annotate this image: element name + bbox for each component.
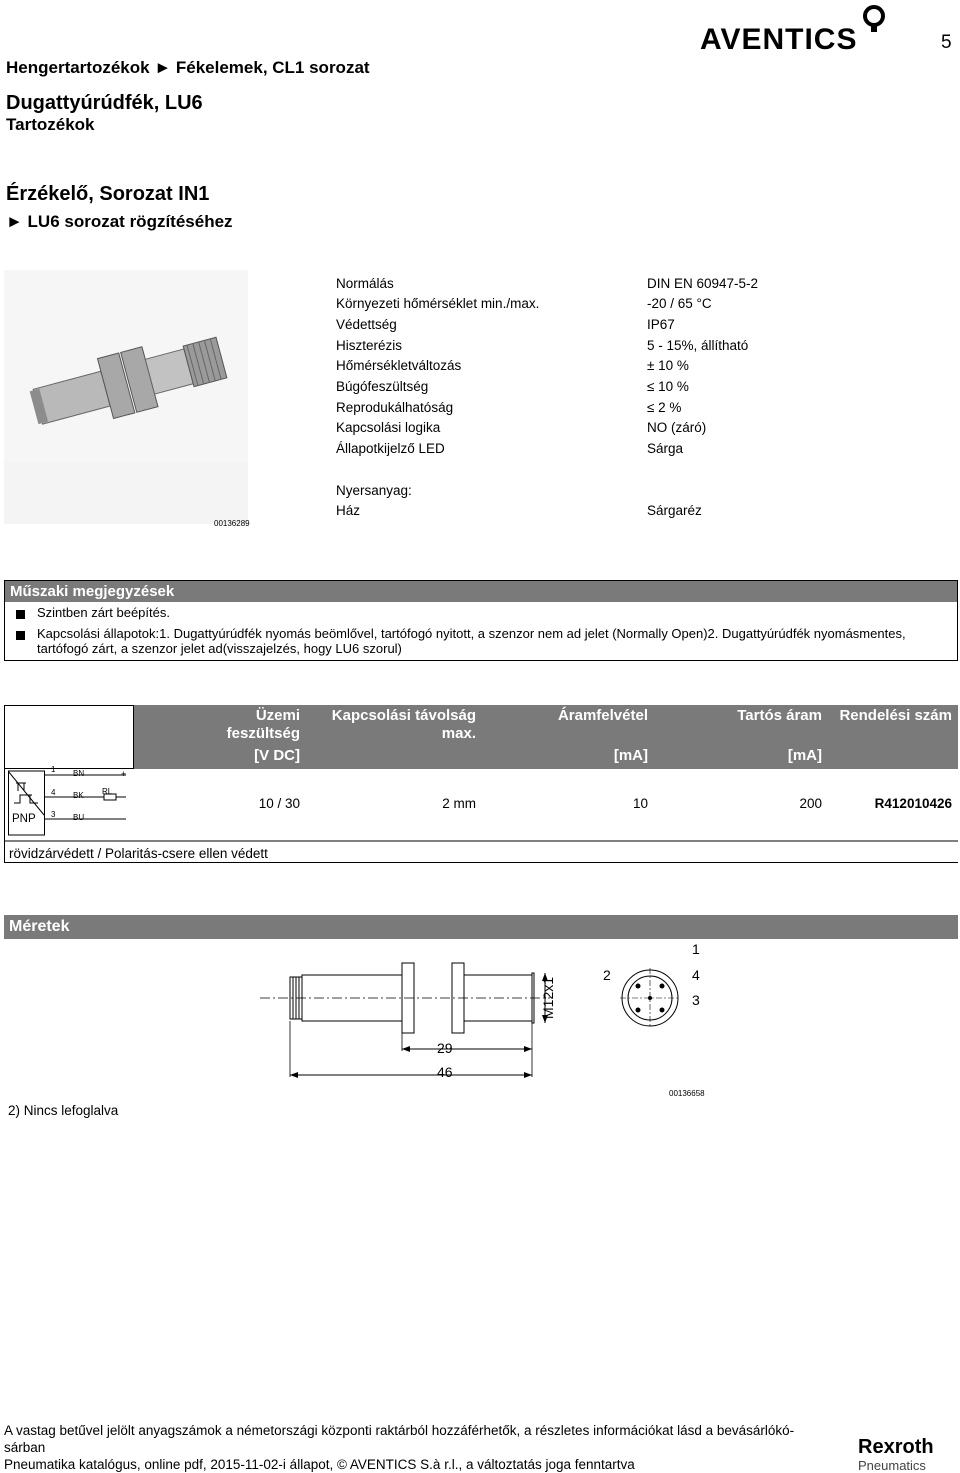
- cell-continuous-current: 200: [799, 796, 822, 811]
- pin-number: 1: [692, 941, 700, 957]
- spec-value: Sárga: [647, 441, 684, 456]
- spec-value: IP67: [647, 317, 675, 332]
- spec-label: Állapotkijelző LED: [336, 441, 445, 456]
- section-subtitle: ► LU6 sorozat rögzítéséhez: [6, 212, 233, 231]
- header-continuous-current: Tartós áram: [737, 707, 822, 724]
- spec-value: ≤ 10 %: [647, 379, 689, 394]
- pneumatics-logo: Pneumatics: [858, 1458, 926, 1473]
- spec-label: Reprodukálhatóság: [336, 400, 454, 415]
- aventics-logo: [700, 4, 890, 52]
- pin-label: 4: [51, 788, 56, 797]
- spec-value: NO (záró): [647, 420, 707, 435]
- pin-label: 3: [51, 810, 56, 819]
- pin-number: 2: [603, 967, 611, 983]
- cell-current: 10: [632, 796, 648, 811]
- spec-value: 5 - 15%, állítható: [647, 338, 749, 353]
- spec-label: Környezeti hőmérséklet min./max.: [336, 296, 540, 311]
- breadcrumb: Hengertartozékok ► Fékelemek, CL1 sorozat: [6, 58, 370, 77]
- dimension-drawing: [250, 955, 710, 1085]
- material-value: Sárgaréz: [647, 503, 702, 518]
- page-title: Dugattyúrúdfék, LU6: [6, 92, 203, 114]
- header-distance: Kapcsolási távolság: [331, 707, 476, 724]
- photo-background: [4, 462, 248, 524]
- header-order-number: Rendelési szám: [839, 707, 952, 724]
- footer-note-continuation: sárban: [4, 1440, 46, 1455]
- header-distance-line2: max.: [441, 725, 476, 742]
- pin-label: 1: [51, 765, 56, 774]
- bullet-icon: [16, 610, 25, 619]
- dimension-29: 29: [437, 1040, 453, 1056]
- spec-label: Hiszterézis: [336, 338, 403, 353]
- spec-value: DIN EN 60947-5-2: [647, 276, 759, 291]
- pnp-circuit-diagram: [8, 769, 148, 837]
- header-voltage: Üzemi: [255, 707, 300, 724]
- cell-order-number: R412010426: [874, 796, 952, 811]
- section-title: Érzékelő, Sorozat IN1: [6, 183, 210, 205]
- plus-label: +: [121, 769, 127, 779]
- drawing-id: 00136658: [669, 1089, 705, 1098]
- spec-value: ≤ 2 %: [647, 400, 682, 415]
- spec-label: Búgófeszültség: [336, 379, 429, 394]
- load-label: RL: [102, 787, 113, 796]
- sensor-photo: [4, 270, 248, 465]
- wire-label: BN: [73, 769, 85, 778]
- footer-copyright: Pneumatika katalógus, online pdf, 2015-11-02-i állapot, © AVENTICS S.à r.l., a változtatás joga fenntartva: [4, 1457, 635, 1472]
- dimension-note: 2) Nincs lefoglalva: [8, 1103, 119, 1118]
- unit-current: [mA]: [613, 747, 648, 764]
- footer-note: A vastag betűvel jelölt anyagszámok a németországi központi raktárból hozzáférhetők, a részletes információkat lásd a bevásárlókó-: [4, 1423, 795, 1438]
- material-label: Ház: [336, 503, 361, 518]
- order-table: [4, 705, 958, 863]
- technical-notes: [4, 580, 958, 661]
- table-footnote: rövidzárvédett / Polaritás-csere ellen védett: [9, 846, 268, 861]
- wire-label: BU: [73, 813, 85, 822]
- note-item: Szintben zárt beépítés.: [37, 605, 170, 620]
- image-id: 00136289: [214, 519, 250, 528]
- spec-label: Védettség: [336, 317, 397, 332]
- unit-voltage: [V DC]: [254, 747, 300, 764]
- page-number: 5: [941, 32, 952, 53]
- dimensions-title: Méretek: [9, 918, 70, 935]
- material-heading: Nyersanyag:: [336, 483, 412, 498]
- page-subtitle: Tartozékok: [6, 115, 95, 134]
- rexroth-logo: Rexroth: [858, 1436, 934, 1458]
- thread-label: M12x1: [540, 976, 556, 1019]
- spec-label: Hőmérsékletváltozás: [336, 358, 462, 373]
- minus-label: –: [121, 813, 127, 823]
- svg-text:AVENTICS: AVENTICS: [700, 23, 858, 52]
- pin-number: 4: [692, 967, 700, 983]
- cell-distance: 2 mm: [442, 796, 476, 811]
- note-item: Kapcsolási állapotok:1. Dugattyúrúdfék nyomás beömlővel, tartófogó nyitott, a szenzor nem ad jelet (Normally Open)2. Dugattyúrúdfék nyomásmentes,: [37, 626, 906, 641]
- spec-value: ± 10 %: [647, 358, 689, 373]
- note-item-continuation: tartófogó zárt, a szenzor jelet ad(visszajelzés, hogy LU6 szorul): [37, 641, 402, 656]
- dimension-46: 46: [437, 1064, 453, 1080]
- dimensions-header: [4, 915, 958, 939]
- spec-label: Kapcsolási logika: [336, 420, 441, 435]
- spec-value: -20 / 65 °C: [647, 296, 712, 311]
- cell-voltage: 10 / 30: [258, 796, 300, 811]
- thread-dimension: [538, 967, 560, 1019]
- header-voltage-line2: feszültség: [226, 725, 300, 742]
- unit-continuous: [mA]: [787, 747, 822, 764]
- bullet-icon: [16, 631, 25, 640]
- header-current: Áramfelvétel: [557, 707, 648, 724]
- wire-label: BK: [73, 791, 84, 800]
- notes-title: Műszaki megjegyzések: [5, 581, 957, 602]
- circuit-type-label: PNP: [12, 813, 36, 825]
- spec-label: Normálás: [336, 276, 394, 291]
- pin-number: 3: [692, 992, 700, 1008]
